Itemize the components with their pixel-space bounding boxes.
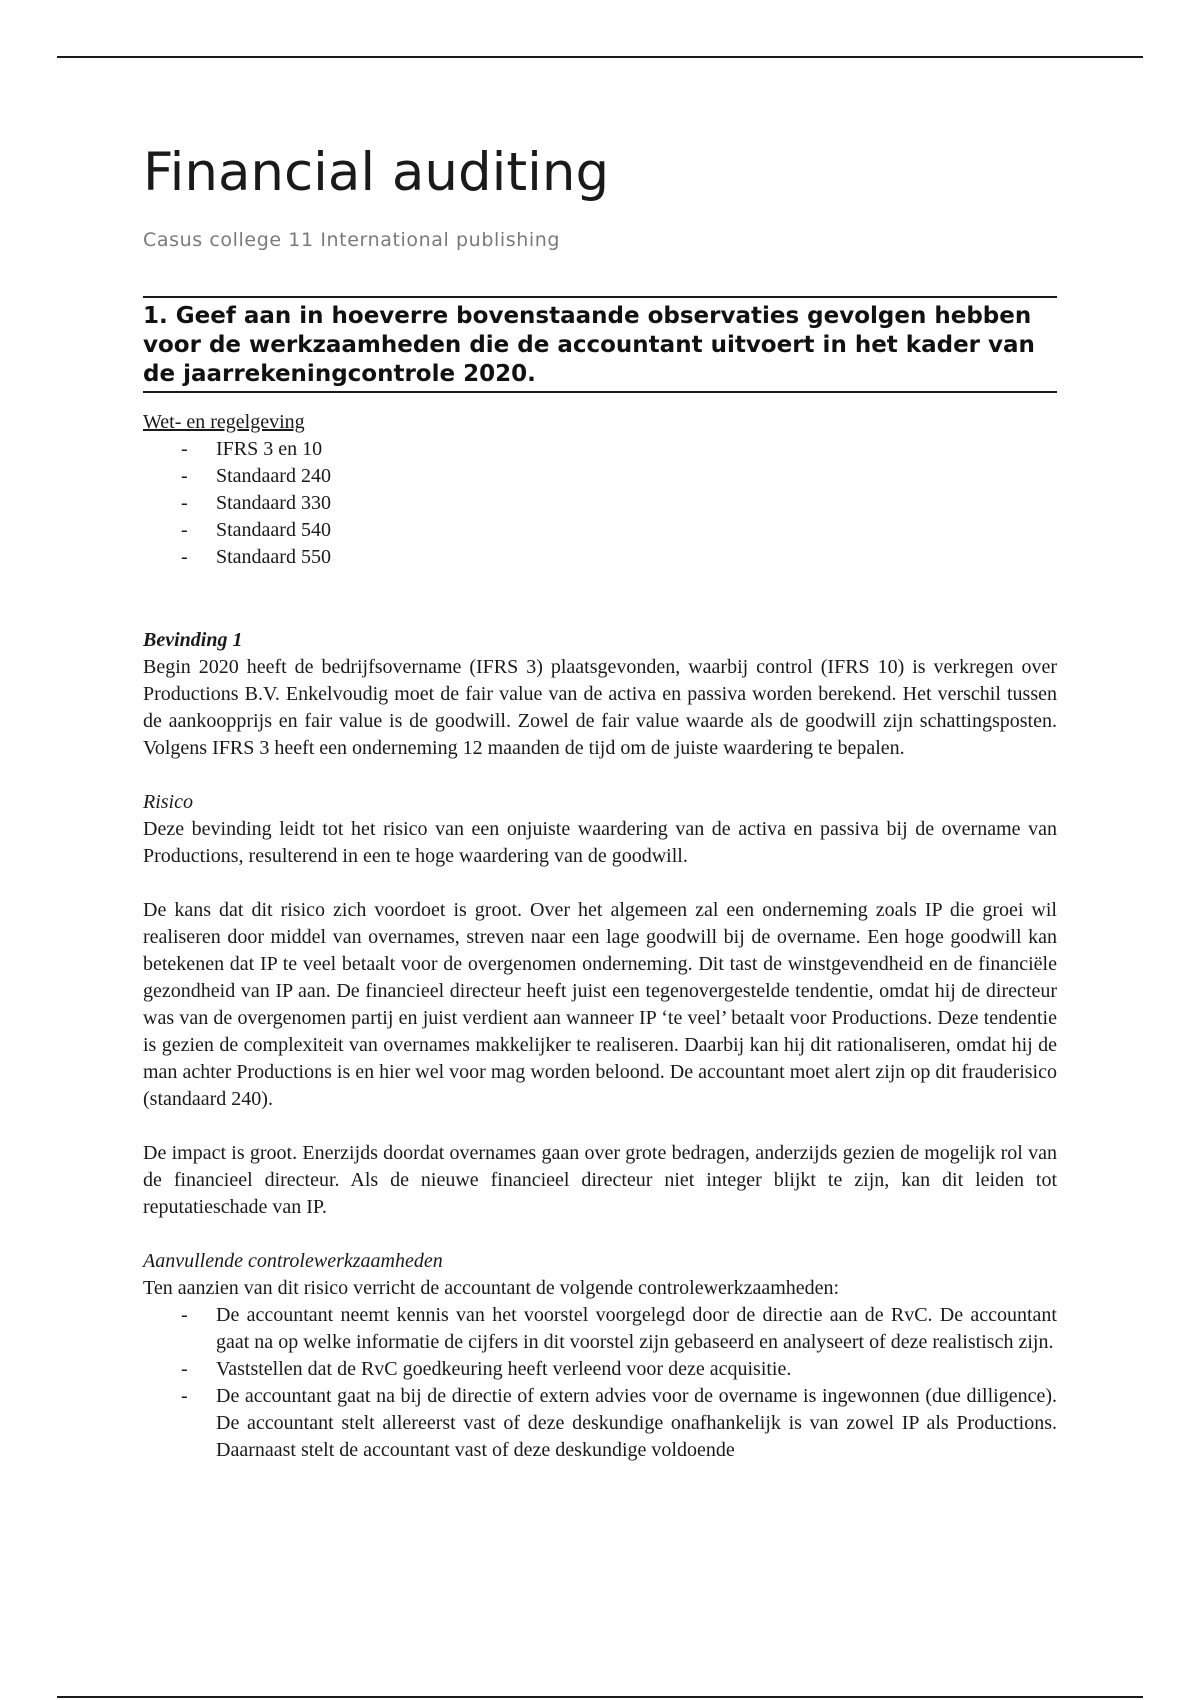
impact-paragraph: De impact is groot. Enerzijds doordat overnames gaan over grote bedragen, anderzijds gezien de mogelijk rol van de financieel directeur. Als de nieuwe financieel directeur niet integer blijkt te zijn, kan dit leiden tot reputatieschade van IP.: [143, 1142, 1057, 1218]
list-item: - IFRS 3 en 10: [143, 436, 1057, 463]
list-item: - De accountant gaat na bij de directie of extern advies voor de overname is ingewonnen (due dilligence). De accountant stelt allereerst vast of deze deskundige onafhankelijk is van zowel IP als Productions. Daarnaast stelt de accountant vast of deze deskundige voldoende: [181, 1385, 1057, 1461]
question-block: [143, 296, 1057, 393]
dash-bullet: -: [181, 465, 188, 487]
list-item: - Vaststellen dat de RvC goedkeuring heeft verleend voor deze acquisitie.: [143, 1356, 1057, 1383]
top-rule: [57, 56, 1143, 58]
dash-bullet: -: [181, 1304, 188, 1326]
wet-heading: Wet- en regelgeving: [143, 411, 305, 433]
dash-bullet: -: [181, 546, 188, 568]
list-item: - Standaard 330: [143, 490, 1057, 517]
risico-heading: Risico: [143, 791, 193, 813]
aanvullend-list: [143, 1302, 1057, 1464]
bevinding-paragraph: Begin 2020 heeft de bedrijfsovername (IFRS 3) plaatsgevonden, waarbij control (IFRS 10) is verkregen over Productions B.V. Enkelvoudig moet de fair value van de activa en passiva worden berekend. Het verschil tussen de aankoopprijs en fair value is de goodwill. Zowel de fair value waarde als de goodwill zijn schattingsposten. Volgens IFRS 3 heeft een onderneming 12 maanden de tijd om de juiste waardering te bepalen.: [143, 656, 1057, 759]
document-subtitle: Casus college 11 International publishing: [143, 229, 561, 251]
bottom-rule: [57, 1696, 1143, 1698]
list-item: - Standaard 550: [143, 544, 1057, 571]
wet-list: [143, 436, 1057, 571]
list-item: - De accountant neemt kennis van het voorstel voorgelegd door de directie aan de RvC. De accountant gaat na op welke informatie de cijfers in dit voorstel zijn gebaseerd en analyseert of deze realistisch zijn.: [181, 1304, 1057, 1353]
bevinding-heading: Bevinding 1: [143, 629, 243, 651]
list-item: - Standaard 540: [143, 517, 1057, 544]
risico-paragraph: Deze bevinding leidt tot het risico van een onjuiste waardering van de activa en passiva bij de overname van Productions, resulterend in een te hoge waardering van de goodwill.: [143, 818, 1057, 867]
dash-bullet: -: [181, 519, 188, 541]
kans-paragraph: De kans dat dit risico zich voordoet is groot. Over het algemeen zal een onderneming zoals IP die groei wil realiseren door middel van overnames, streven naar een lage goodwill bij de overname. Een hoge goodwill kan betekenen dat IP te veel betaalt voor de overgenomen onderneming. Dit tast de winstgevendheid en de financiële gezondheid van IP aan. De financieel directeur heeft juist een tegenovergestelde tendentie, omdat hij de directeur was van de overgenomen partij en juist verdient aan wanneer IP ‘te veel’ betaalt voor Productions. Deze tendentie is gezien de complexiteit van overnames makkelijker te realiseren. Daarbij kan hij dit rationaliseren, omdat hij de man achter Productions is en hier wel voor mag worden beloond. De accountant moet alert zijn op dit frauderisico (standaard 240).: [143, 899, 1057, 1110]
list-item: - Standaard 240: [143, 463, 1057, 490]
document-body: [143, 140, 1057, 1464]
dash-bullet: -: [181, 1358, 188, 1380]
aanvullend-intro: Ten aanzien van dit risico verricht de accountant de volgende controlewerkzaamheden:: [143, 1277, 840, 1299]
dash-bullet: -: [181, 438, 188, 460]
document-title: Financial auditing: [143, 142, 610, 203]
dash-bullet: -: [181, 492, 188, 514]
question-text: 1. Geef aan in hoeverre bovenstaande observaties gevolgen hebben voor de werkzaamheden die de accountant uitvoert in het kader van de jaarrekeningcontrole 2020.: [143, 303, 1035, 387]
dash-bullet: -: [181, 1385, 188, 1407]
aanvullend-heading: Aanvullende controlewerkzaamheden: [143, 1250, 443, 1272]
